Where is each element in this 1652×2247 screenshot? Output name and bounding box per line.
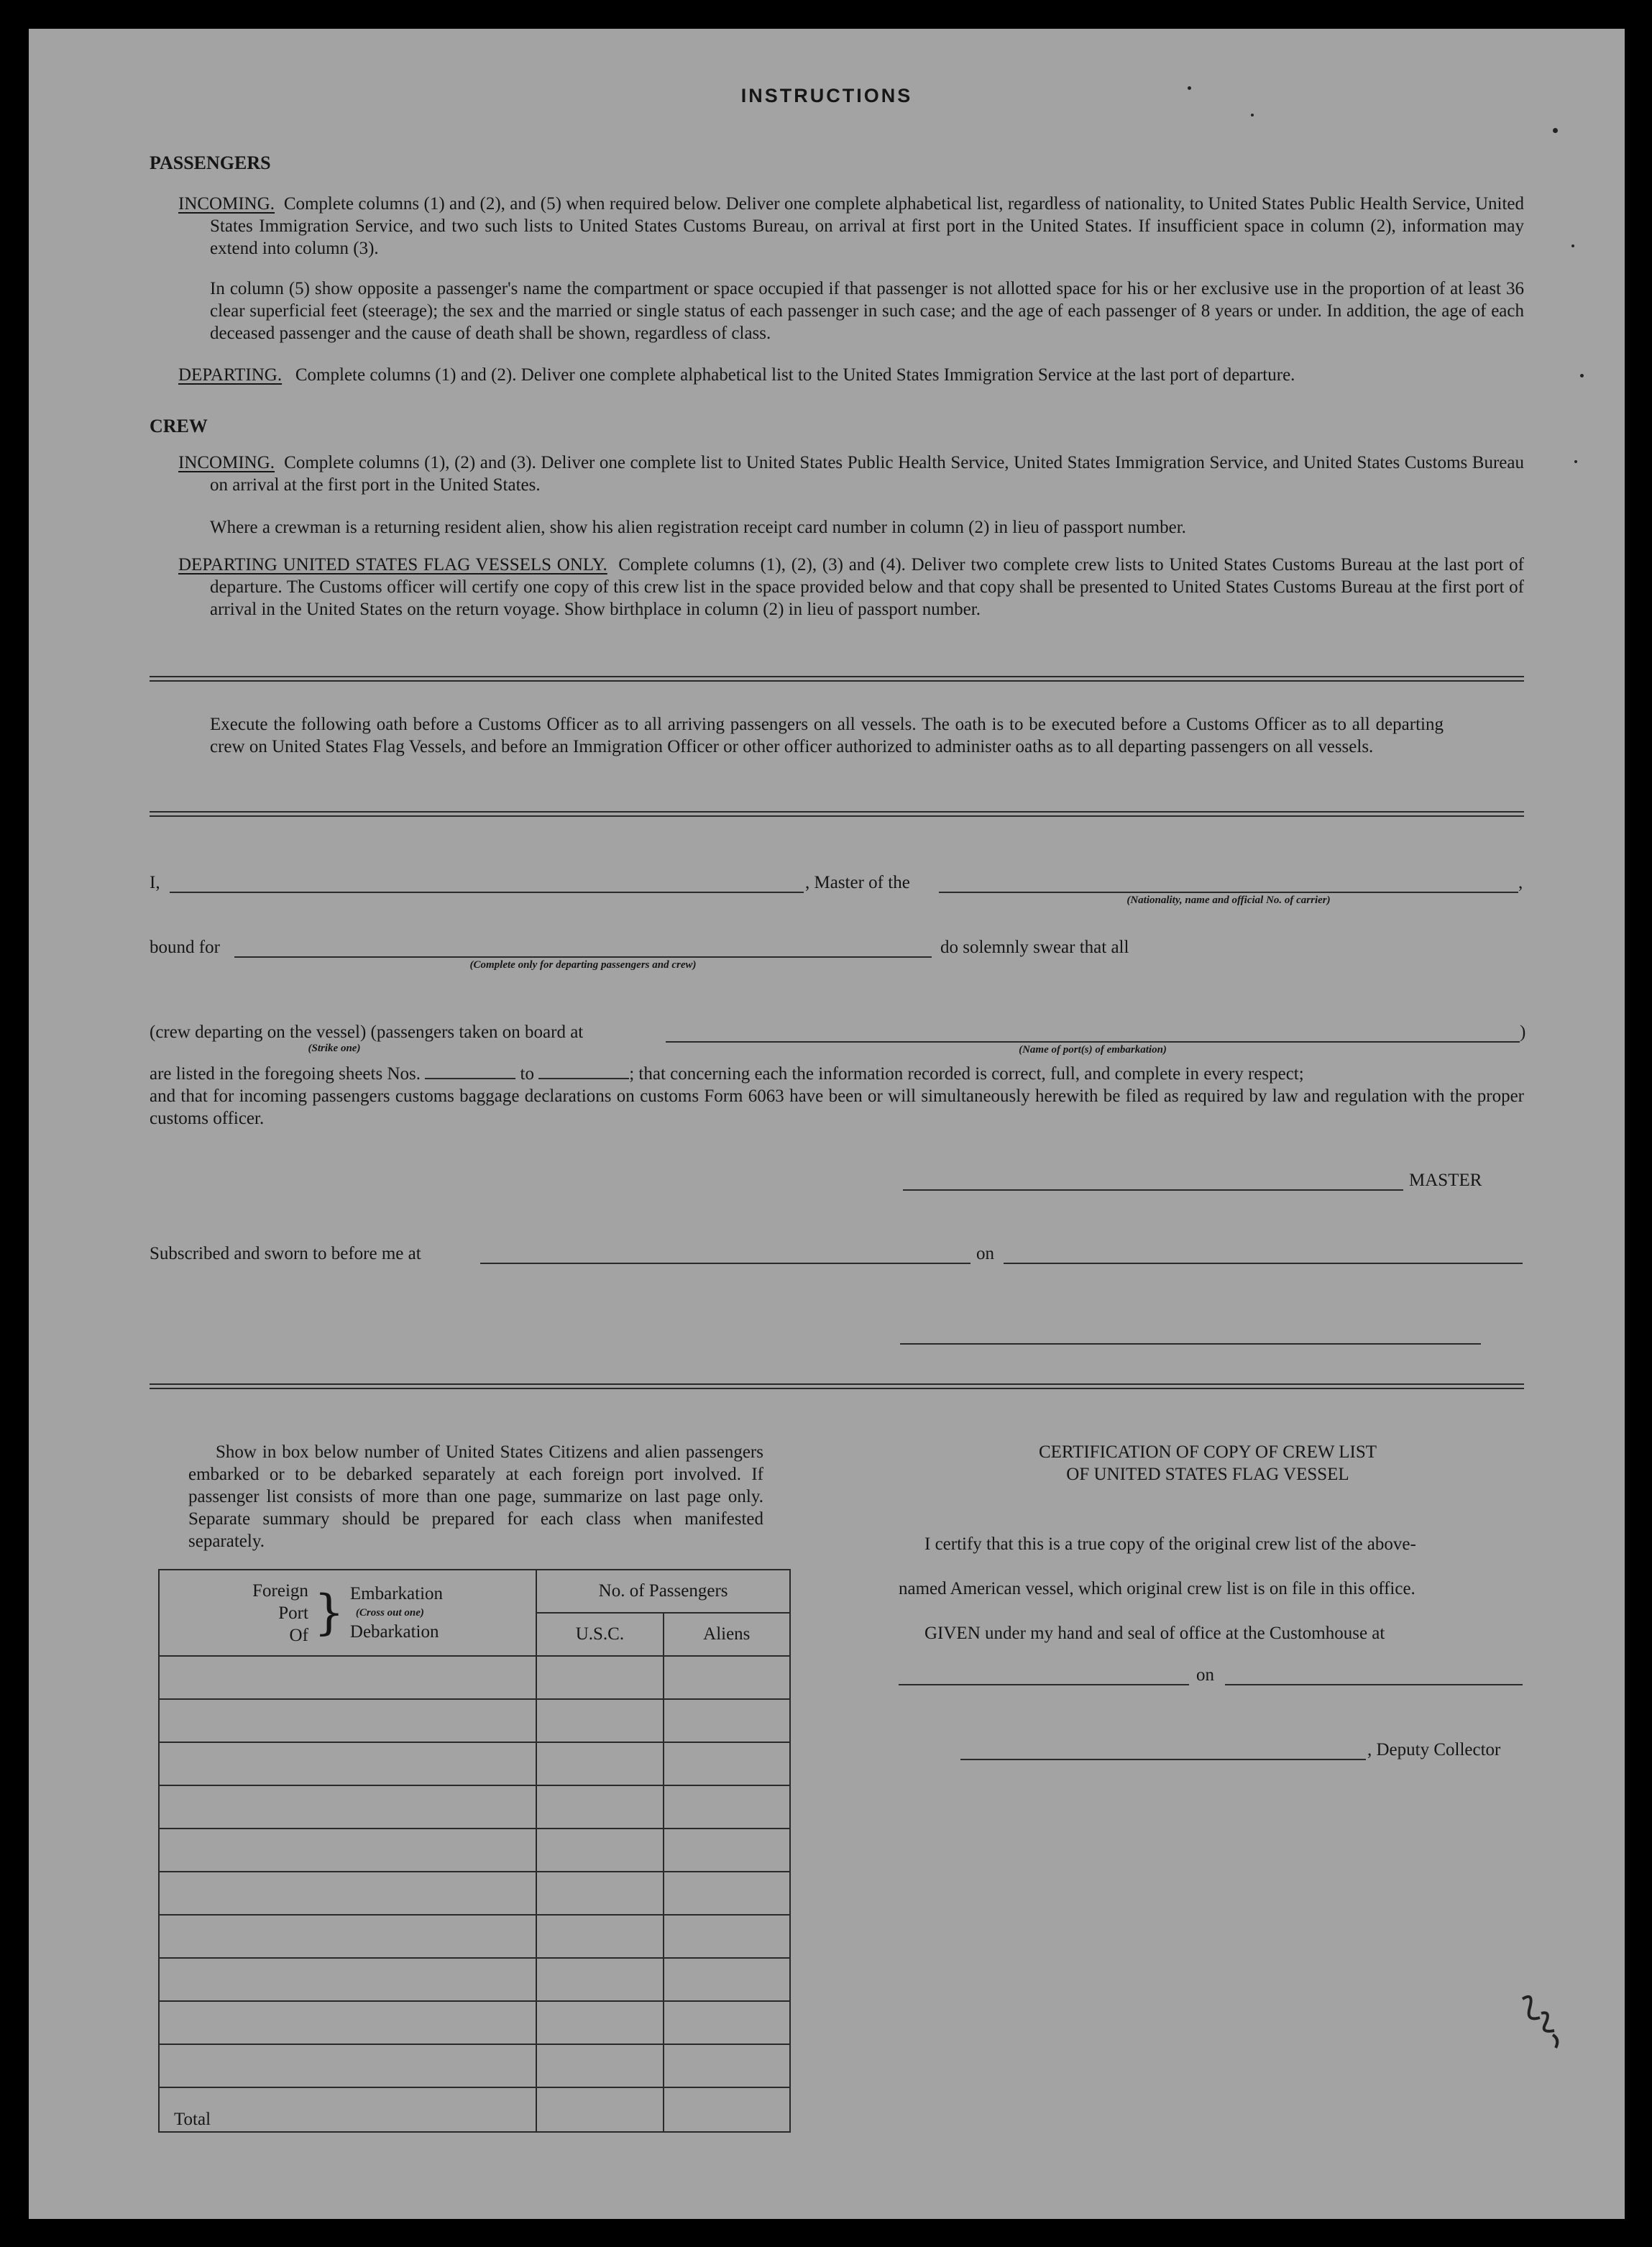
usc-cell[interactable] bbox=[536, 1872, 663, 1915]
aliens-cell[interactable] bbox=[664, 1915, 790, 1958]
port-cell[interactable] bbox=[159, 1656, 536, 1699]
passengers-departing-lead: DEPARTING. bbox=[178, 365, 283, 385]
carrier-line[interactable] bbox=[939, 892, 1518, 893]
oath-bound-for: bound for bbox=[150, 938, 220, 957]
divider-double-2 bbox=[150, 811, 1524, 817]
passengers-departing-text: Complete columns (1) and (2). Deliver one complete alphabetical list to the United States Immigration Service at the last port of departure. bbox=[295, 365, 1295, 385]
aliens-header: Aliens bbox=[664, 1613, 790, 1656]
crew-departing-paragraph bbox=[178, 554, 1524, 621]
no-of-passengers-header: No. of Passengers bbox=[536, 1570, 790, 1613]
oath-master-of: , Master of the bbox=[805, 873, 910, 892]
crew-departing-lead: DEPARTING UNITED STATES FLAG VESSELS ONLY. bbox=[178, 555, 607, 575]
usc-cell[interactable] bbox=[536, 1915, 663, 1958]
oath-listed-1: are listed in the foregoing sheets Nos. bbox=[150, 1064, 421, 1084]
usc-cell[interactable] bbox=[536, 1958, 663, 2001]
of-label: Of bbox=[289, 1625, 308, 1645]
oath-swear: do solemnly swear that all bbox=[940, 938, 1129, 957]
crew-heading: CREW bbox=[150, 416, 208, 436]
port-cell[interactable] bbox=[159, 2044, 536, 2087]
passengers-heading: PASSENGERS bbox=[150, 152, 271, 173]
scan-speck bbox=[1574, 460, 1577, 463]
brace-glyph: } bbox=[313, 1585, 344, 1640]
crew-departing-text: Complete columns (1), (2), (3) and (4). Deliver two complete crew lists to United States Customs Bureau at the last port of departure. The Customs officer will certify one copy of this crew list in the space provided below and that copy shall be presented to United States Customs Bureau at the first port of arrival in the United States on the return voyage. Show birthplace in column (2) in lieu of passport number. bbox=[210, 555, 1525, 619]
certification-title-2: OF UNITED STATES FLAG VESSEL bbox=[1066, 1465, 1349, 1484]
aliens-cell[interactable] bbox=[664, 2001, 790, 2044]
deputy-collector-label: , Deputy Collector bbox=[1367, 1740, 1501, 1759]
certification-line-2: named American vessel, which original crew list is on file in this office. bbox=[899, 1579, 1415, 1598]
usc-cell[interactable] bbox=[536, 1785, 663, 1829]
scan-speck bbox=[1188, 86, 1191, 90]
ports-caption: (Name of port(s) of embarkation) bbox=[1019, 1044, 1167, 1056]
crew-resident-paragraph: Where a crewman is a returning resident alien, show his alien registration receipt card number in column (2) in lieu of passport number. bbox=[210, 518, 1186, 537]
embarkation-ports-line[interactable] bbox=[666, 1041, 1520, 1043]
handwritten-mark-icon bbox=[1510, 1977, 1574, 2064]
port-cell[interactable] bbox=[159, 1958, 536, 2001]
crew-incoming-lead: INCOMING. bbox=[178, 453, 275, 472]
aliens-total-cell[interactable] bbox=[664, 2087, 790, 2132]
crew-incoming-paragraph bbox=[178, 452, 1524, 496]
scan-speck bbox=[1553, 128, 1558, 133]
passengers-incoming-paragraph bbox=[178, 193, 1524, 260]
customhouse-place-line[interactable] bbox=[899, 1684, 1189, 1685]
complete-caption: (Complete only for departing passengers and crew) bbox=[469, 959, 697, 971]
sworn-on-label: on bbox=[976, 1244, 994, 1263]
oath-statement-rest: and that for incoming passengers customs baggage declarations on customs Form 6063 have been or will simultaneously herewith be filed as required by law and regulation with the proper customs officer. bbox=[150, 1086, 1524, 1128]
sworn-date-line[interactable] bbox=[1004, 1263, 1523, 1264]
oath-listed-line bbox=[150, 1063, 1304, 1085]
officer-signature-line[interactable] bbox=[900, 1343, 1481, 1345]
usc-header: U.S.C. bbox=[536, 1613, 663, 1656]
certification-line-3: GIVEN under my hand and seal of office at the Customhouse at bbox=[924, 1624, 1385, 1643]
divider-double-3 bbox=[150, 1383, 1524, 1389]
certification-line-1: I certify that this is a true copy of the original crew list of the above- bbox=[924, 1534, 1416, 1554]
foreign-label: Foreign bbox=[252, 1580, 308, 1601]
aliens-cell[interactable] bbox=[664, 1958, 790, 2001]
oath-listed-2: ; that concerning each the information recorded is correct, full, and complete in every respect; bbox=[629, 1064, 1304, 1084]
master-name-line[interactable] bbox=[170, 892, 804, 893]
deputy-signature-line[interactable] bbox=[960, 1759, 1366, 1760]
usc-cell[interactable] bbox=[536, 1656, 663, 1699]
passenger-summary-table bbox=[158, 1569, 791, 2133]
form-page bbox=[29, 29, 1625, 2219]
aliens-cell[interactable] bbox=[664, 1872, 790, 1915]
sheet-to-line[interactable] bbox=[538, 1063, 629, 1079]
divider-double-1 bbox=[150, 676, 1524, 682]
port-cell[interactable] bbox=[159, 1829, 536, 1872]
usc-cell[interactable] bbox=[536, 1742, 663, 1785]
oath-to: to bbox=[520, 1064, 534, 1084]
scan-speck bbox=[1571, 244, 1574, 247]
port-cell[interactable] bbox=[159, 1872, 536, 1915]
port-cell[interactable] bbox=[159, 1785, 536, 1829]
nationality-caption: (Nationality, name and official No. of carrier) bbox=[1126, 894, 1331, 906]
total-label-cell bbox=[159, 2087, 536, 2132]
summary-instructions: Show in box below number of United States Citizens and alien passengers embarked or to be debarked separately at each foreign port involved. If passenger list consists of more than one page, summarize on last page only. Separate summary should be prepared for each class when manifested separately. bbox=[188, 1442, 763, 1551]
aliens-cell[interactable] bbox=[664, 1785, 790, 1829]
usc-cell[interactable] bbox=[536, 2001, 663, 2044]
port-cell[interactable] bbox=[159, 2001, 536, 2044]
scan-speck bbox=[1251, 114, 1254, 116]
oath-close-paren: ) bbox=[1520, 1022, 1526, 1042]
passengers-column5-paragraph: In column (5) show opposite a passenger's name the compartment or space occupied if that passenger is not allotted space for his or her exclusive use in the proportion of at least 36 clear superficial feet (steerage); the sex and the married or single status of each passenger in such case; and the age of each passenger of 8 years or under. In addition, the age of each deceased passenger and the cause of death shall be shown, regardless of class. bbox=[210, 279, 1524, 343]
passengers-incoming-text: Complete columns (1) and (2), and (5) when required below. Deliver one complete alphabetical list, regardless of nationality, to United States Public Health Service, United States Immigration Service, and two such lists to United States Customs Bureau, on arrival at first port in the United States. If insufficient space in column (2), information may extend into column (3). bbox=[210, 194, 1525, 258]
oath-crew-departing: (crew departing on the vessel) (passengers taken on board at bbox=[150, 1022, 584, 1042]
passengers-incoming-lead: INCOMING. bbox=[178, 194, 275, 214]
port-cell[interactable] bbox=[159, 1742, 536, 1785]
aliens-cell[interactable] bbox=[664, 1742, 790, 1785]
oath-instructions: Execute the following oath before a Customs Officer as to all arriving passengers on all vessels. The oath is to be executed before a Customs Officer as to all departing crew on United States Flag Vessels, and before an Immigration Officer or other officer authorized to administer oaths as to all departing passengers on all vessels. bbox=[210, 715, 1444, 756]
oath-comma: , bbox=[1518, 873, 1523, 892]
master-signature-line[interactable] bbox=[903, 1189, 1403, 1191]
certification-on-label: on bbox=[1196, 1665, 1214, 1685]
scan-speck bbox=[1580, 374, 1584, 377]
usc-total-cell[interactable] bbox=[536, 2087, 663, 2132]
subscribed-label: Subscribed and sworn to before me at bbox=[150, 1244, 421, 1263]
cross-out-caption: (Cross out one) bbox=[355, 1607, 424, 1619]
sheet-from-line[interactable] bbox=[425, 1063, 515, 1079]
port-cell[interactable] bbox=[159, 1915, 536, 1958]
certification-date-line[interactable] bbox=[1225, 1684, 1523, 1685]
sworn-place-line[interactable] bbox=[480, 1263, 970, 1264]
certification-title-1: CERTIFICATION OF COPY OF CREW LIST bbox=[1038, 1442, 1377, 1462]
crew-incoming-text: Complete columns (1), (2) and (3). Deliver one complete list to United States Public Health Service, United States Immigration Service, and United States Customs Bureau on arrival at the first port in the United States. bbox=[210, 453, 1524, 495]
master-label: MASTER bbox=[1409, 1171, 1482, 1190]
port-label: Port bbox=[278, 1603, 308, 1623]
destination-line[interactable] bbox=[234, 956, 932, 958]
total-label: Total bbox=[174, 2110, 211, 2129]
aliens-cell[interactable] bbox=[664, 1656, 790, 1699]
aliens-cell[interactable] bbox=[664, 1699, 790, 1742]
port-header-cell bbox=[159, 1570, 536, 1656]
usc-cell[interactable] bbox=[536, 1699, 663, 1742]
strike-caption: (Strike one) bbox=[308, 1043, 361, 1054]
usc-cell[interactable] bbox=[536, 2044, 663, 2087]
usc-cell[interactable] bbox=[536, 1829, 663, 1872]
aliens-cell[interactable] bbox=[664, 1829, 790, 1872]
passengers-departing-paragraph bbox=[178, 364, 1530, 386]
embarkation-label: Embarkation bbox=[349, 1584, 444, 1603]
port-cell[interactable] bbox=[159, 1699, 536, 1742]
page-title: INSTRUCTIONS bbox=[740, 85, 913, 106]
oath-i-label: I, bbox=[150, 873, 160, 892]
aliens-cell[interactable] bbox=[664, 2044, 790, 2087]
debarkation-label: Debarkation bbox=[349, 1622, 439, 1642]
